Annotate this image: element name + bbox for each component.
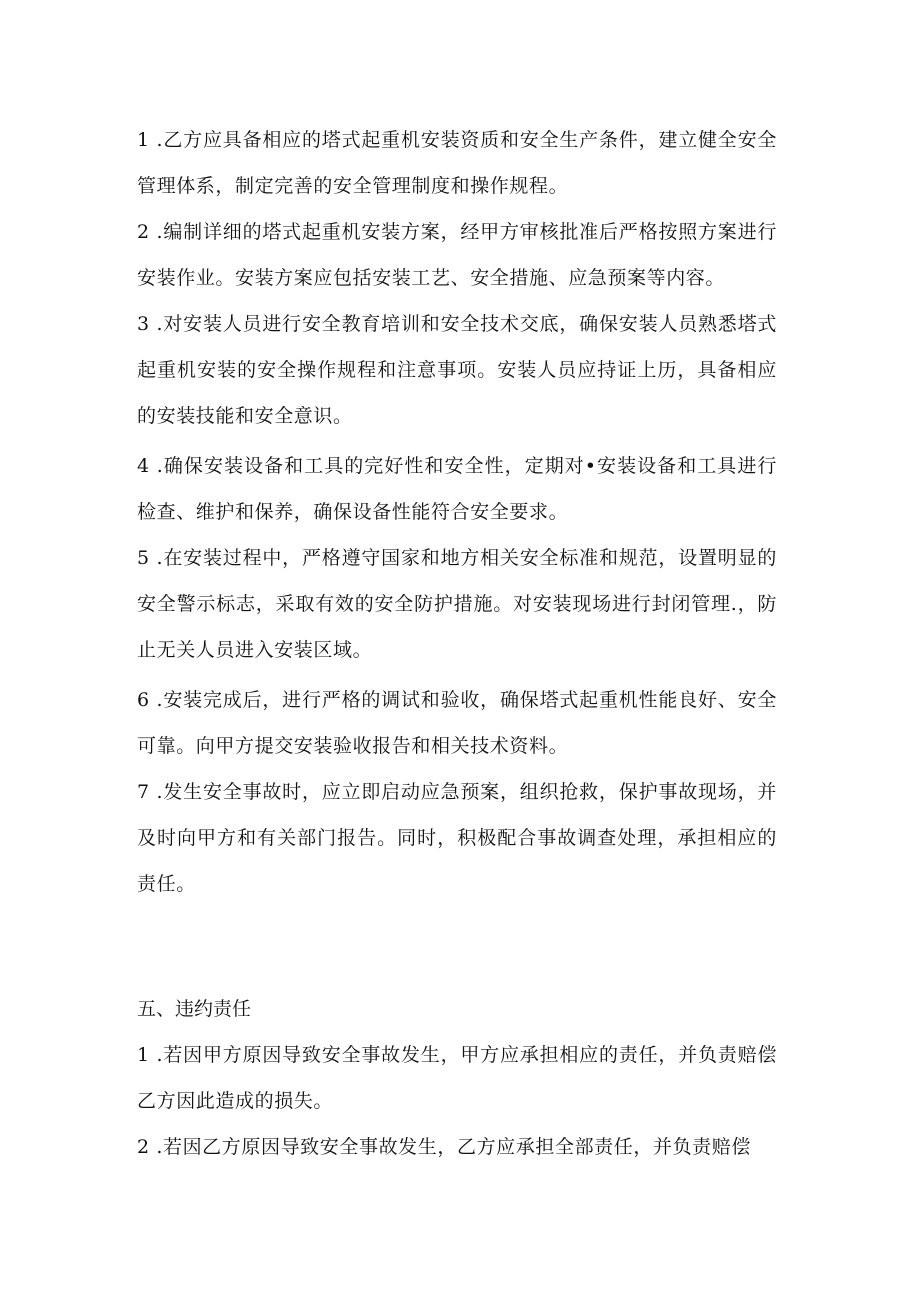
liability-clause-1: 1 .若因甲方原因导致安全事故发生，甲方应承担相应的责任，并负责赔偿乙方因此造成的损失。 — [137, 1044, 777, 1112]
clause-1: 1 .乙方应具备相应的塔式起重机安装资质和安全生产条件，建立健全安全管理体系，制定完善的安全管理制度和操作规程。 — [137, 129, 777, 197]
clause-2: 2 .编制详细的塔式起重机安装方案，经甲方审核批准后严格按照方案进行安装作业。安装方案应包括安装工艺、安全措施、应急预案等内容。 — [137, 221, 777, 289]
clause-6: 6 .安装完成后，进行严格的调试和验收，确保塔式起重机性能良好、安全可靠。向甲方提交安装验收报告和相关技术资料。 — [137, 689, 777, 757]
clause-3: 3 .对安装人员进行安全教育培训和安全技术交底，确保安装人员熟悉塔式起重机安装的安全操作规程和注意事项。安装人员应持证上历，具备相应的安装技能和安全意识。 — [137, 313, 777, 427]
section-heading: 五、违约责任 — [137, 998, 252, 1020]
clause-5: 5 .在安装过程中，严格遵守国家和地方相关安全标准和规范，设置明显的安全警示标志，采取有效的安全防护措施。对安装现场进行封闭管理.，防止无关人员进入安装区域。 — [137, 547, 777, 661]
liability-clause-2: 2 .若因乙方原因导致安全事故发生，乙方应承担全部责任，并负责赔偿 — [137, 1136, 751, 1158]
clause-4: 4 .确保安装设备和工具的完好性和安全性，定期对•安装设备和工具进行检查、维护和保养，确保设备性能符合安全要求。 — [137, 455, 777, 523]
clause-7: 7 .发生安全事故时，应立即启动应急预案，组织抢救，保护事故现场，并及时向甲方和有关部门报告。同时，积极配合事故调查处理，承担相应的责任。 — [137, 781, 777, 895]
